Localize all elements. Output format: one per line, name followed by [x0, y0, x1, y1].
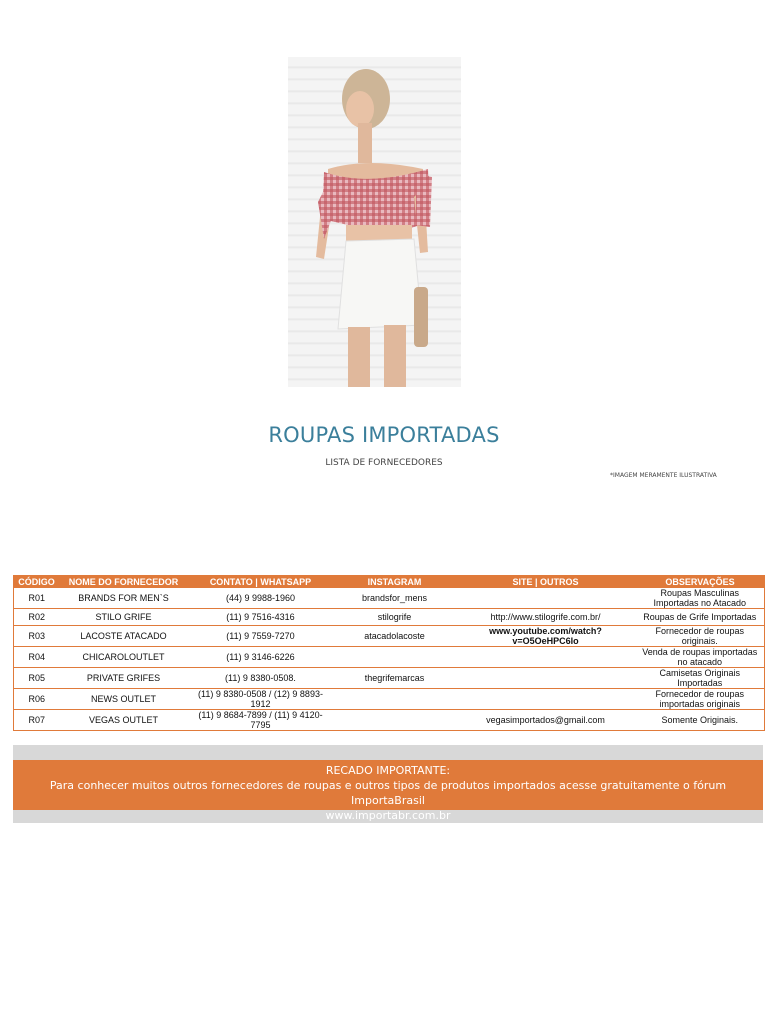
table-row: [14, 588, 765, 609]
cell-code: R03: [14, 626, 60, 647]
page-subtitle: LISTA DE FORNECEDORES: [325, 458, 443, 468]
table-row: [14, 609, 765, 626]
cell-name: BRANDS FOR MEN`S: [60, 588, 188, 609]
cell-instagram: brandsfor_mens: [334, 588, 456, 609]
cell-contact: (11) 9 7516-4316: [188, 609, 334, 626]
cell-contact: (11) 9 8380-0508 / (12) 9 8893-1912: [188, 689, 334, 710]
cell-instagram: [334, 647, 456, 668]
cell-site: [456, 668, 636, 689]
cell-code: R01: [14, 588, 60, 609]
cell-name: NEWS OUTLET: [60, 689, 188, 710]
table-row: [14, 626, 765, 647]
cell-instagram: stilogrife: [334, 609, 456, 626]
fashion-photo: [288, 57, 461, 387]
cell-code: R06: [14, 689, 60, 710]
cell-site: [456, 689, 636, 710]
notice-section: [13, 745, 763, 823]
column-header-name: NOME DO FORNECEDOR: [60, 575, 188, 588]
cell-site: [456, 647, 636, 668]
cell-code: R05: [14, 668, 60, 689]
cell-instagram: [334, 710, 456, 731]
table-row: [14, 668, 765, 689]
cell-code: R07: [14, 710, 60, 731]
cell-site-link[interactable]: www.youtube.com/watch?v=O5OeHPC6lo: [456, 626, 636, 647]
cell-contact: (11) 9 8684-7899 / (11) 9 4120-7795: [188, 710, 334, 731]
cell-instagram: thegrifemarcas: [334, 668, 456, 689]
cell-name: LACOSTE ATACADO: [60, 626, 188, 647]
cell-observations: Somente Originais.: [636, 710, 765, 731]
cell-name: CHICAROLOUTLET: [60, 647, 188, 668]
suppliers-table: [13, 575, 765, 731]
cell-name: STILO GRIFE: [60, 609, 188, 626]
page-title: ROUPAS IMPORTADAS: [268, 423, 500, 447]
column-header-site: SITE | OUTROS: [456, 575, 636, 588]
cell-observations: Roupas Masculinas Importadas no Atacado: [636, 588, 765, 609]
cell-observations: Roupas de Grife Importadas: [636, 609, 765, 626]
notice-body: Para conhecer muitos outros fornecedores de roupas e outros tipos de produtos importados acesse gratuitamente o fórum ImportaBrasil: [49, 779, 727, 807]
cell-contact: (11) 9 7559-7270: [188, 626, 334, 647]
column-header-instagram: INSTAGRAM: [334, 575, 456, 588]
column-header-contact: CONTATO | WHATSAPP: [188, 575, 334, 588]
cell-site: [456, 588, 636, 609]
cell-observations: Venda de roupas importadas no atacado: [636, 647, 765, 668]
cell-code: R04: [14, 647, 60, 668]
cell-name: PRIVATE GRIFES: [60, 668, 188, 689]
cell-contact: (44) 9 9988-1960: [188, 588, 334, 609]
image-note: *IMAGEM MERAMENTE ILUSTRATIVA: [610, 472, 717, 479]
cell-code: R02: [14, 609, 60, 626]
cell-contact: (11) 9 8380-0508.: [188, 668, 334, 689]
cell-observations: Camisetas Originais Importadas: [636, 668, 765, 689]
column-header-observations: OBSERVAÇÕES: [636, 575, 765, 588]
table-row: [14, 689, 765, 710]
table-header-row: [14, 575, 765, 588]
cell-name: VEGAS OUTLET: [60, 710, 188, 731]
notice-banner: [13, 760, 763, 822]
cell-observations: Fornecedor de roupas importadas originais: [636, 689, 765, 710]
cell-observations: Fornecedor de roupas originais.: [636, 626, 765, 647]
cell-instagram: atacadolacoste: [334, 626, 456, 647]
cell-site-email[interactable]: vegasimportados@gmail.com: [456, 710, 636, 731]
cell-instagram: [334, 689, 456, 710]
model-illustration: [288, 57, 461, 387]
cell-site-link[interactable]: http://www.stilogrife.com.br/: [456, 609, 636, 626]
cell-contact: (11) 9 3146-6226: [188, 647, 334, 668]
column-header-code: CÓDIGO: [14, 575, 60, 588]
notice-heading: RECADO IMPORTANTE:: [325, 764, 451, 777]
table-row: [14, 710, 765, 731]
notice-url-link[interactable]: www.importabr.com.br: [325, 809, 451, 822]
table-row: [14, 647, 765, 668]
